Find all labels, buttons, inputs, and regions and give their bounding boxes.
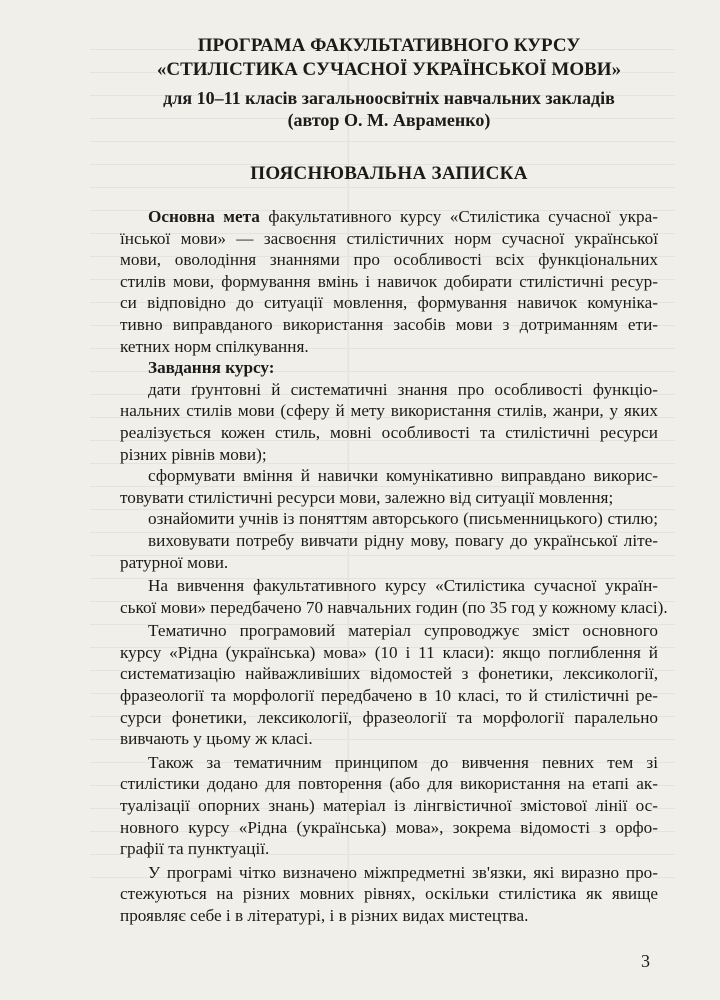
- paragraph-main-goal: [120, 206, 658, 357]
- text-line: тивно виправданого використання засобів мови з дотриманням ети-: [120, 314, 658, 334]
- program-subtitle: [120, 87, 658, 131]
- text-line: новного курсу «Рідна (українська) мова», зокрема відомості з орфо-: [120, 817, 658, 837]
- text-line: стежуються на різних мовних рівнях, оскільки стилістика як явище: [120, 884, 658, 904]
- text-line: графії та пунктуації.: [120, 839, 270, 859]
- tasks-heading: Завдання курсу:: [148, 358, 275, 378]
- text-line: фразеології та морфології передбачено в 10 класі, то й стилістичні ре-: [120, 686, 658, 706]
- text-line: сурси фонетики, лексикології, фразеології та морфології паралельно: [120, 707, 658, 727]
- text-line: Тематично програмовий матеріал супроводжує зміст основного: [148, 621, 658, 641]
- text-line: туалізації опорних знань) матеріал із лінгвістичної змістової лінії ос-: [120, 796, 658, 816]
- paragraph-thematic: [120, 620, 658, 750]
- text-line: товувати стилістичні ресурси мови, залежно від ситуації мовлення;: [120, 487, 614, 507]
- page-number: 3: [641, 951, 650, 971]
- text-line: сформувати вміння й навички комунікативно виправдано викорис-: [148, 466, 658, 486]
- text-line: нальних стилів мови (сферу й мету використання стилів, жанри, у яких: [120, 401, 658, 421]
- text-line: курсу «Рідна (українська) мова» (10 і 11 класи): якщо поглиблення й: [120, 642, 658, 662]
- text-line: У програмі чітко визначено міжпредметні зв'язки, які виразно про-: [148, 862, 658, 882]
- text-line: На вивчення факультативного курсу «Стилістика сучасної україн-: [148, 576, 658, 596]
- text-line: проявляє себе і в літературі, і в різних видах мистецтва.: [120, 906, 529, 925]
- text-line: ознайомити учнів із поняттям авторського (письменницького) стилю;: [148, 509, 658, 529]
- subtitle-line-2: (автор О. М. Авраменко): [287, 110, 491, 130]
- paragraph-interdisciplinary: [120, 862, 658, 927]
- title-line-2: «СТИЛІСТИКА СУЧАСНОЇ УКРАЇНСЬКОЇ МОВИ»: [156, 58, 622, 80]
- text-line: Основна мета факультативного курсу «Стилістика сучасної укра-: [148, 207, 658, 226]
- text-line: їнської мови» — засвоєння стилістичних норм сучасної української: [120, 228, 658, 248]
- text-line: мови, оволодіння знаннями про особливості всіх функціональних: [120, 250, 658, 270]
- text-line: стилів мови, формування вмінь і навичок добирати стилістичні ресур-: [120, 271, 658, 291]
- main-goal-lead: Основна мета: [148, 207, 260, 226]
- document-page: [120, 34, 668, 927]
- text-line: си відповідно до ситуації мовлення, формування навичок комуніка-: [120, 293, 658, 313]
- text-line: стилістики додано для повторення (або для використання на етапі ак-: [120, 774, 658, 794]
- paragraph-repetition: [120, 752, 658, 860]
- text-line: виховувати потребу вивчати рідну мову, повагу до української літе-: [148, 530, 658, 550]
- text-line: реалізується кожен стиль, мовні особливості та стилістичні ресурси: [120, 422, 658, 442]
- text-line: ратурної мови.: [120, 552, 229, 572]
- text-line: різних рівнів мови);: [120, 444, 267, 464]
- subtitle-line-1: для 10–11 класів загальноосвітніх навчальних закладів: [163, 88, 615, 108]
- title-line-1: ПРОГРАМА ФАКУЛЬТАТИВНОГО КУРСУ: [197, 35, 581, 56]
- text-line: ської мови» передбачено 70 навчальних годин (по 35 год у кожному класі).: [120, 597, 668, 617]
- text-line: вивчають у цьому ж класі.: [120, 729, 313, 749]
- text-line: Також за тематичним принципом до вивчення певних тем зі: [148, 752, 658, 772]
- tasks-block: [120, 357, 658, 573]
- section-title: ПОЯСНЮВАЛЬНА ЗАПИСКА: [250, 163, 528, 184]
- text-line: дати ґрунтовні й систематичні знання про особливості функціо-: [148, 379, 658, 399]
- program-title: [120, 34, 658, 81]
- text-line: систематизацію найважливіших відомостей з фонетики, лексикології,: [120, 664, 658, 684]
- text-line: кетних норм спілкування.: [120, 336, 309, 356]
- paragraph-hours: [120, 575, 668, 618]
